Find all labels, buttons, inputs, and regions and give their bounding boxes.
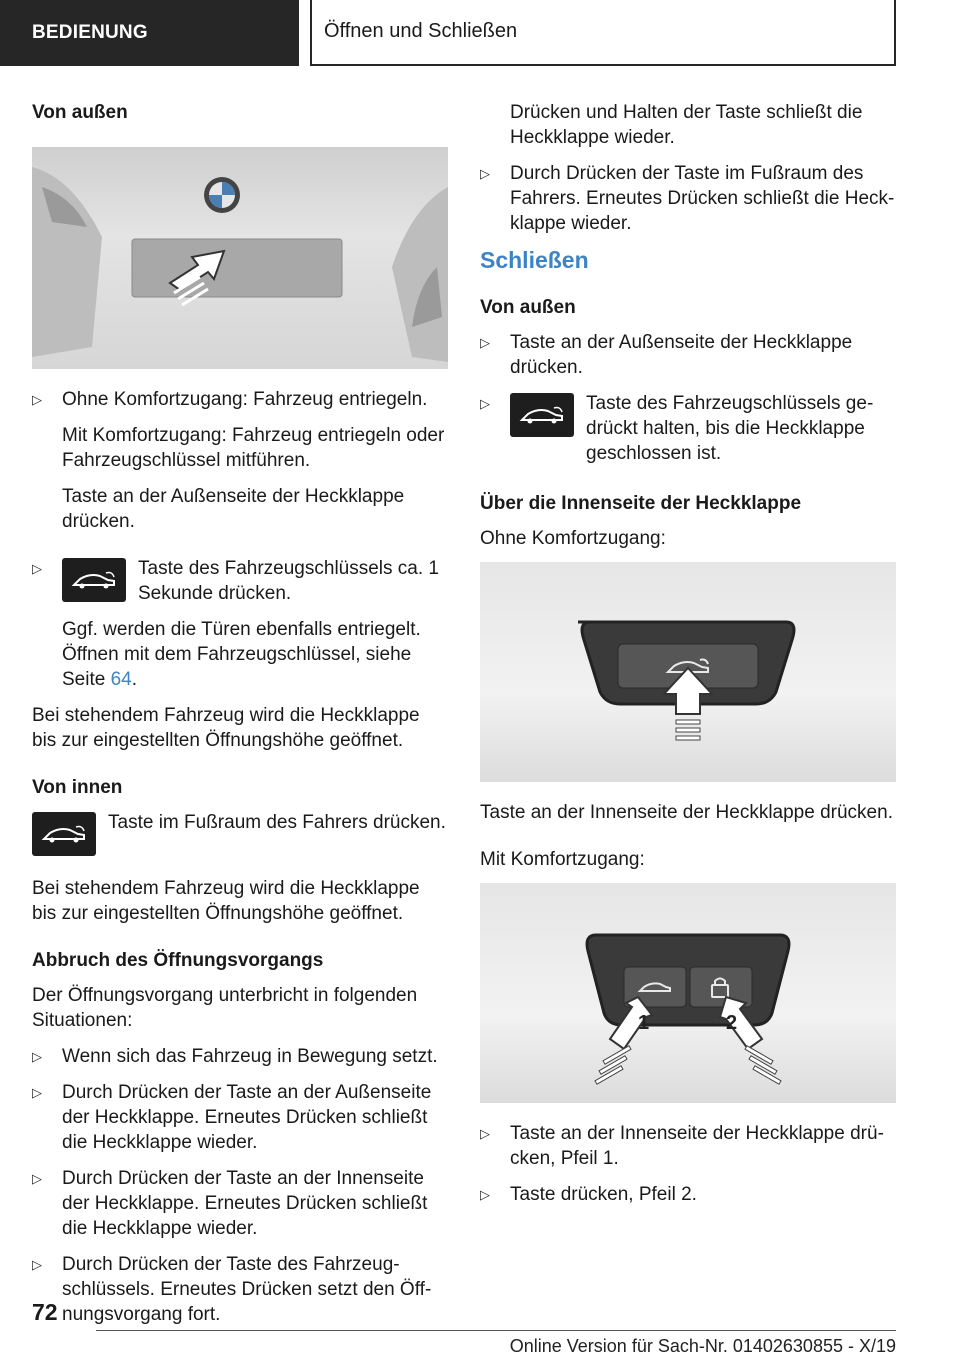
inside-key-row: Taste im Fußraum des Fahrers drücken. xyxy=(32,810,448,856)
trunk-key-icon xyxy=(62,558,126,602)
triangle-right-icon: ▷ xyxy=(32,1257,42,1272)
page-header xyxy=(0,0,960,66)
left-column xyxy=(32,100,448,1338)
subheading-innenseite: Über die Innenseite der Heckklappe xyxy=(480,493,802,514)
triangle-right-icon: ▷ xyxy=(480,396,490,411)
triangle-right-icon: ▷ xyxy=(32,561,42,576)
list-item: ▷ Taste an der Innenseite der Heckklappe drücken, Pfeil 1. xyxy=(480,1123,884,1169)
list-item: ▷ Taste an der Außenseite der Heckklappe drücken. xyxy=(480,332,853,378)
subheading-abbruch: Abbruch des Öffnungsvorgangs xyxy=(32,950,324,971)
subheading-von-aussen: Von außen xyxy=(480,297,576,318)
paragraph: Bei stehendem Fahrzeug wird die Heckklappe bis zur eingestellten Öffnungshöhe geöffnet. xyxy=(32,705,420,751)
triangle-right-icon: ▷ xyxy=(32,392,42,407)
page-reference-link[interactable]: 64 xyxy=(110,669,132,690)
trunk-button-illustration xyxy=(480,562,896,782)
list-item: ▷ Taste drücken, Pfeil 2. xyxy=(480,1184,697,1205)
inner-button-photo-single xyxy=(480,562,896,782)
image-caption: Taste an der Innenseite der Heckklappe drücken. xyxy=(480,802,893,823)
car-rear-illustration xyxy=(32,147,448,369)
arrow-label-2: 2 xyxy=(726,1012,738,1034)
paragraph: Mit Komfortzugang: xyxy=(480,849,645,870)
triangle-right-icon: ▷ xyxy=(480,1126,490,1141)
right-column xyxy=(480,100,896,1218)
triangle-right-icon: ▷ xyxy=(32,1171,42,1186)
list-item: ▷ Durch Drücken der Taste im Fußraum des Fahrers. Erneutes Drücken schließt die Heckklappe wieder. xyxy=(480,163,895,234)
chapter-title: Öffnen und Schließen xyxy=(310,0,896,66)
subheading-von-aussen: Von außen xyxy=(32,102,128,123)
list-item-continuation: Taste an der Außenseite der Heckklappe drücken. xyxy=(62,486,405,532)
list-item: ▷ Durch Drücken der Taste des Fahrzeugschlüssels. Erneutes Drücken setzt den Öffnungsvorgang fort. xyxy=(32,1254,432,1325)
list-item: ▷ Durch Drücken der Taste an der Außenseite der Heckklappe. Erneutes Drücken schließt die Heckklappe wieder. xyxy=(32,1082,432,1153)
list-item: ▷ Ohne Komfortzugang: Fahrzeug entriegeln. xyxy=(32,389,428,410)
list-item: ▷ Taste des Fahrzeugschlüssels gedrückt halten, bis die Heckklappe geschlossen ist. xyxy=(480,393,874,464)
list-item: ▷ Durch Drücken der Taste an der Innenseite der Heckklappe. Erneutes Drücken schließt die Heckklappe wieder. xyxy=(32,1168,428,1239)
section-heading-schliessen: Schließen xyxy=(480,247,589,273)
arrow-label-1: 1 xyxy=(638,1012,650,1034)
trunk-buttons-illustration xyxy=(480,883,896,1103)
trunk-key-icon xyxy=(32,812,96,856)
paragraph: Bei stehendem Fahrzeug wird die Heckklappe bis zur eingestellten Öffnungshöhe geöffnet. xyxy=(32,878,420,924)
inner-button-photo-double xyxy=(480,883,896,1103)
footer-text: Online Version für Sach-Nr. 01402630855 - X/19 xyxy=(509,1336,896,1356)
paragraph: Ohne Komfortzugang: xyxy=(480,528,666,549)
trunk-key-icon xyxy=(510,393,574,437)
list-item: ▷ Wenn sich das Fahrzeug in Bewegung setzt. xyxy=(32,1046,438,1067)
list-item-continuation: Mit Komfortzugang: Fahrzeug entriegeln oder Fahrzeugschlüssel mitführen. xyxy=(62,425,445,471)
section-label: BEDIENUNG xyxy=(0,0,299,66)
triangle-right-icon: ▷ xyxy=(32,1085,42,1100)
trunk-exterior-photo xyxy=(32,147,448,369)
triangle-right-icon: ▷ xyxy=(32,1049,42,1064)
list-item-continuation: Drücken und Halten der Taste schließt die Heckklappe wieder. xyxy=(510,102,863,148)
list-item: ▷ Taste des Fahrzeugschlüssels ca. 1 Sekunde drücken. xyxy=(32,558,439,604)
paragraph: Der Öffnungsvorgang unterbricht in folgenden Situationen: xyxy=(32,985,418,1031)
subheading-von-innen: Von innen xyxy=(32,777,123,798)
triangle-right-icon: ▷ xyxy=(480,166,490,181)
triangle-right-icon: ▷ xyxy=(480,335,490,350)
page-number: 72 xyxy=(32,1299,58,1325)
footer-divider xyxy=(96,1330,896,1331)
list-item-continuation: Ggf. werden die Türen ebenfalls entriegelt. Öffnen mit dem Fahrzeugschlüssel, siehe Seite 64. xyxy=(62,619,421,690)
triangle-right-icon: ▷ xyxy=(480,1187,490,1202)
